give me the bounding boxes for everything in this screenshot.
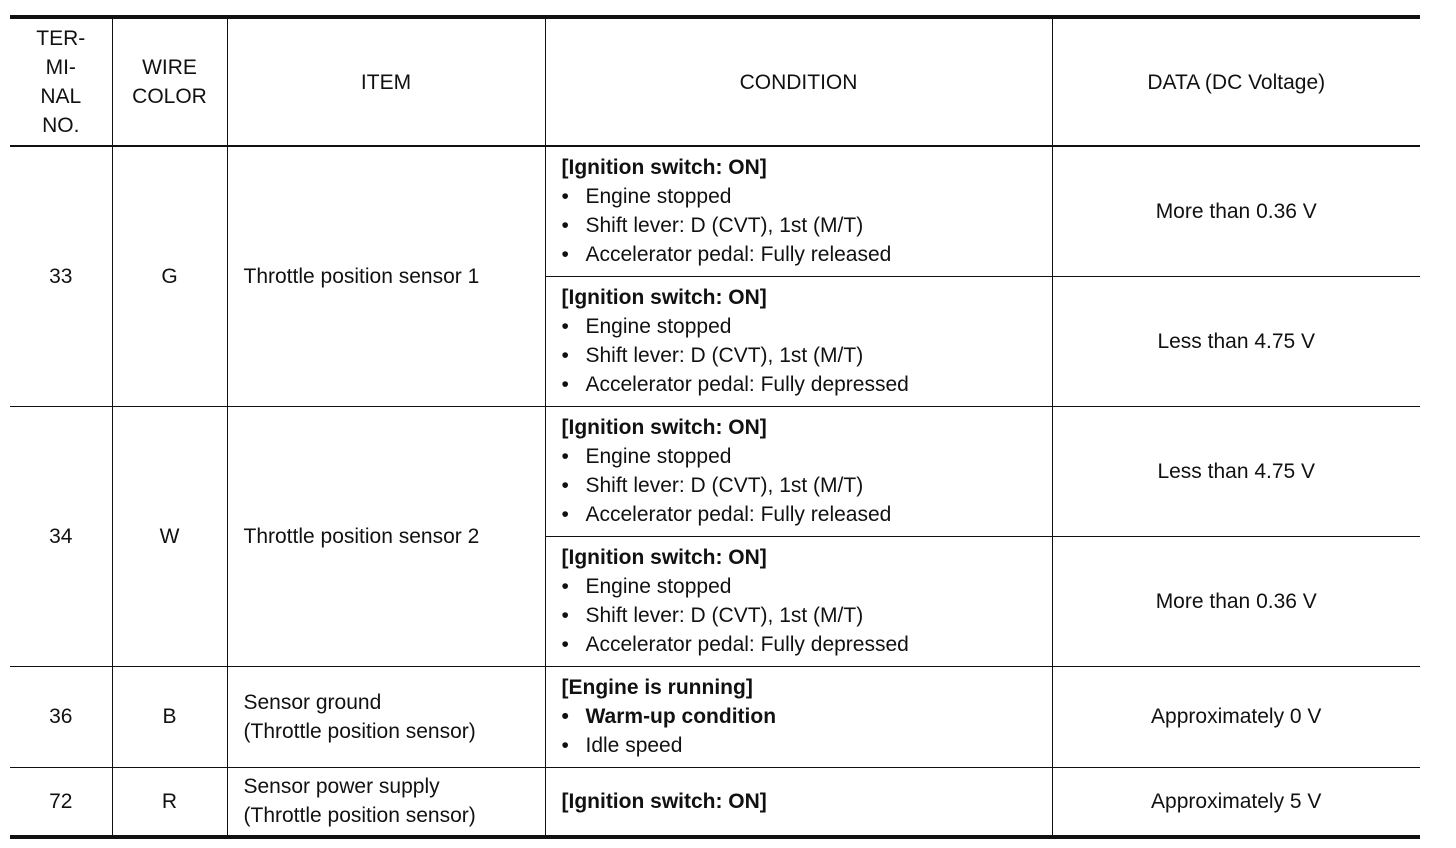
wire-color: G bbox=[112, 146, 227, 406]
item-name: Throttle position sensor 1 bbox=[227, 146, 545, 406]
condition-bullet: • Shift lever: D (CVT), 1st (M/T) bbox=[561, 474, 864, 497]
condition-cell bbox=[545, 536, 1052, 666]
condition-cell bbox=[545, 767, 1052, 837]
data-value: Less than 4.75 V bbox=[1052, 276, 1420, 406]
header-terminal-no: TER- MI- NAL NO. bbox=[10, 17, 112, 146]
table-row bbox=[10, 666, 1420, 767]
wire-color: B bbox=[112, 666, 227, 767]
header-row bbox=[10, 17, 1420, 146]
condition-title: [Ignition switch: ON] bbox=[561, 789, 767, 813]
header-condition: CONDITION bbox=[545, 17, 1052, 146]
condition-title: [Ignition switch: ON] bbox=[561, 286, 767, 309]
condition-bullet: • Shift lever: D (CVT), 1st (M/T) bbox=[561, 214, 864, 238]
data-value: Less than 4.75 V bbox=[1052, 406, 1420, 536]
condition-title: [Engine is running] bbox=[561, 676, 753, 699]
header-item: ITEM bbox=[227, 17, 545, 146]
condition-bullet: • Accelerator pedal: Fully released bbox=[561, 503, 892, 526]
item-name: Throttle position sensor 2 bbox=[227, 406, 545, 666]
terminal-number: 72 bbox=[10, 767, 112, 837]
condition-bullet: • Engine stopped bbox=[561, 575, 732, 598]
condition-title: [Ignition switch: ON] bbox=[561, 156, 767, 180]
condition-cell bbox=[545, 146, 1052, 276]
terminal-spec-table bbox=[10, 15, 1420, 839]
condition-bullet: • Accelerator pedal: Fully released bbox=[561, 243, 892, 267]
condition-title: [Ignition switch: ON] bbox=[561, 546, 767, 569]
condition-title: [Ignition switch: ON] bbox=[561, 416, 767, 439]
terminal-number: 33 bbox=[10, 146, 112, 406]
condition-bullet: • Engine stopped bbox=[561, 185, 732, 209]
header-data: DATA (DC Voltage) bbox=[1052, 17, 1420, 146]
table-row bbox=[10, 767, 1420, 837]
condition-bullet: • Idle speed bbox=[561, 734, 683, 757]
condition-cell bbox=[545, 406, 1052, 536]
condition-bullet: • Accelerator pedal: Fully depressed bbox=[561, 373, 909, 396]
data-value: Approximately 0 V bbox=[1052, 666, 1420, 767]
condition-cell bbox=[545, 666, 1052, 767]
data-value: Approximately 5 V bbox=[1052, 767, 1420, 837]
condition-bullet: • Warm-up condition bbox=[561, 705, 777, 728]
item-name: Sensor power supply (Throttle position sensor) bbox=[227, 767, 545, 837]
condition-bullet: • Shift lever: D (CVT), 1st (M/T) bbox=[561, 604, 864, 627]
table-row bbox=[10, 406, 1420, 536]
data-value: More than 0.36 V bbox=[1052, 536, 1420, 666]
condition-bullet: • Engine stopped bbox=[561, 445, 732, 468]
header-wire-color: WIRE COLOR bbox=[112, 17, 227, 146]
item-name: Sensor ground (Throttle position sensor) bbox=[227, 666, 545, 767]
table-row bbox=[10, 146, 1420, 276]
wire-color: W bbox=[112, 406, 227, 666]
condition-cell bbox=[545, 276, 1052, 406]
data-value: More than 0.36 V bbox=[1052, 146, 1420, 276]
condition-bullet: • Engine stopped bbox=[561, 315, 732, 338]
condition-bullet: • Accelerator pedal: Fully depressed bbox=[561, 633, 909, 656]
terminal-number: 36 bbox=[10, 666, 112, 767]
wire-color: R bbox=[112, 767, 227, 837]
terminal-number: 34 bbox=[10, 406, 112, 666]
condition-bullet: • Shift lever: D (CVT), 1st (M/T) bbox=[561, 344, 864, 367]
